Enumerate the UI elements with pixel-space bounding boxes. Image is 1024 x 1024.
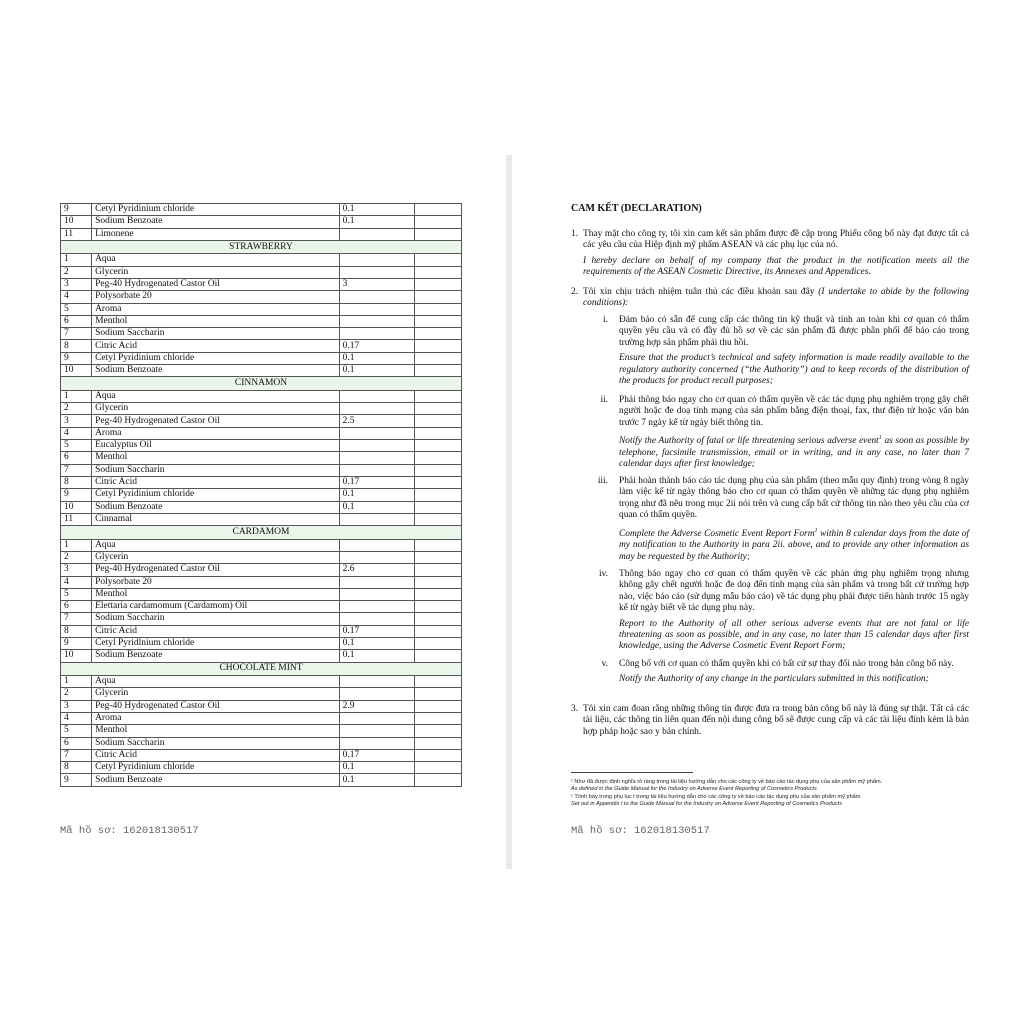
- ingredient-number: 8: [61, 476, 92, 488]
- table-row: [61, 216, 462, 228]
- ingredient-amount: [339, 291, 414, 303]
- ingredient-number: 5: [61, 588, 92, 600]
- empty-cell: [414, 390, 461, 402]
- condition-text-vi: Công bố với cơ quan có thẩm quyền khi có bất cứ sự thay đổi nào trong bản công bố này.: [619, 659, 954, 669]
- ingredient-amount: [339, 725, 414, 737]
- ingredient-number: 6: [61, 737, 92, 749]
- ingredient-name: Citric Acid: [92, 625, 340, 637]
- condition-text-en: Ensure that the product’s technical and safety information is made readily available to the regulatory authority concerned (“the Authority”) and to keep records of the distribution of the products for product recall purposes;: [619, 353, 969, 387]
- declaration-page: [512, 155, 1024, 869]
- condition-iv: [584, 569, 969, 653]
- ingredient-name: Glycerin: [92, 688, 340, 700]
- table-row: [61, 700, 462, 712]
- file-code-right: Mã hồ sơ: 162018130517: [571, 825, 710, 837]
- condition-text-vi: Phải thông báo ngay cho cơ quan có thẩm quyền về các tác dụng phụ nghiêm trọng gây chết người hoặc đe doạ tính mạng của sản phẩm bằng điện thoại, fax, thư điện tử hoặc văn bản trước 7 ngày kể từ ngày biết thông tin.: [619, 395, 969, 428]
- ingredient-amount: [339, 737, 414, 749]
- ingredient-number: 2: [61, 551, 92, 563]
- ingredient-name: Menthol: [92, 588, 340, 600]
- table-row: [61, 440, 462, 452]
- file-code-left: Mã hồ sơ: 162018130517: [60, 825, 199, 837]
- item-text-vi: Tôi xin cam đoan rằng những thông tin được đưa ra trong bản công bố này là đúng sự thật. Tất cả các tài liệu, các thông tin liên quan đến nội dung công bố sẽ được cung cấp và các tài liệu đính kèm là bản hợp pháp hoặc sao y bản chính.: [583, 704, 969, 737]
- ingredient-name: Sodium Saccharin: [92, 328, 340, 340]
- table-row: [61, 712, 462, 724]
- ingredient-number: 4: [61, 576, 92, 588]
- ingredient-name: Eucalyptus Oil: [92, 440, 340, 452]
- table-row: [61, 328, 462, 340]
- empty-cell: [414, 489, 461, 501]
- item-text-en: I hereby declare on behalf of my company that the product in the notification meets all the requirements of the ASEAN Cosmetic Directive, its Annexes and Appendices.: [583, 255, 969, 278]
- ingredient-amount: 0.1: [339, 774, 414, 786]
- footnote-2-vi: ¹ Trình bày trong phụ lục I trong tài liệu hướng dẫn cho các công ty về báo cáo tác dụng phụ của sản phẩm mỹ phẩm.: [571, 794, 863, 800]
- flavor-group-header: [61, 240, 462, 254]
- ingredient-amount: [339, 390, 414, 402]
- ingredient-amount: [339, 539, 414, 551]
- ingredient-name: Peg-40 Hydrogenated Castor Oil: [92, 700, 340, 712]
- ingredient-number: 11: [61, 513, 92, 525]
- ingredient-name: Cetyl Pyridinium chloride: [92, 489, 340, 501]
- flavor-group-header: [61, 377, 462, 391]
- table-row: [61, 650, 462, 662]
- empty-cell: [414, 254, 461, 266]
- table-row: [61, 303, 462, 315]
- empty-cell: [414, 427, 461, 439]
- ingredient-amount: 0.1: [339, 489, 414, 501]
- table-row: [61, 403, 462, 415]
- ingredient-name: Glycerin: [92, 403, 340, 415]
- flavor-title: STRAWBERRY: [61, 240, 462, 254]
- ingredient-name: Sodium Saccharin: [92, 737, 340, 749]
- ingredient-amount: [339, 452, 414, 464]
- table-row: [61, 601, 462, 613]
- item-number: 2.: [571, 287, 579, 297]
- table-row: [61, 315, 462, 327]
- ingredient-number: 7: [61, 328, 92, 340]
- ingredient-name: Aroma: [92, 712, 340, 724]
- table-row: [61, 228, 462, 240]
- ingredient-amount: [339, 254, 414, 266]
- declaration-item-1: [571, 229, 969, 279]
- table-row: [61, 762, 462, 774]
- ingredient-table: [60, 203, 462, 787]
- empty-cell: [414, 725, 461, 737]
- table-row: [61, 564, 462, 576]
- empty-cell: [414, 613, 461, 625]
- ingredient-name: Cetyl Pyridinium chloride: [92, 352, 340, 364]
- ingredient-name: Menthol: [92, 452, 340, 464]
- condition-v: [584, 659, 969, 686]
- ingredient-number: 5: [61, 440, 92, 452]
- ingredient-number: 1: [61, 254, 92, 266]
- ingredient-name: Citric Acid: [92, 340, 340, 352]
- condition-text-en: Notify the Authority of any change in the particulars submitted in this notification;: [619, 674, 929, 685]
- ingredient-amount: 3: [339, 278, 414, 290]
- empty-cell: [414, 749, 461, 761]
- ingredient-name: Menthol: [92, 725, 340, 737]
- ingredient-number: 9: [61, 352, 92, 364]
- table-row: [61, 278, 462, 290]
- empty-cell: [414, 601, 461, 613]
- table-row: [61, 613, 462, 625]
- ingredient-name: Polysorbate 20: [92, 576, 340, 588]
- empty-cell: [414, 564, 461, 576]
- empty-cell: [414, 650, 461, 662]
- ingredient-name: Peg-40 Hydrogenated Castor Oil: [92, 415, 340, 427]
- table-row: [61, 638, 462, 650]
- table-row: [61, 676, 462, 688]
- ingredient-number: 2: [61, 266, 92, 278]
- ingredient-number: 10: [61, 216, 92, 228]
- ingredient-name: Sodium Benzoate: [92, 650, 340, 662]
- table-row: [61, 576, 462, 588]
- table-row: [61, 725, 462, 737]
- ingredient-amount: [339, 551, 414, 563]
- ingredient-amount: 0.1: [339, 650, 414, 662]
- empty-cell: [414, 228, 461, 240]
- table-row: [61, 688, 462, 700]
- ingredient-amount: 2.6: [339, 564, 414, 576]
- table-row: [61, 476, 462, 488]
- ingredient-amount: 0.17: [339, 340, 414, 352]
- condition-text-en: Notify the Authority of fatal or life threatening serious adverse event$^1$ as soon as possible by telephone, facsimile transmission, email or in writing, and in any case, no later than 7 calendar days after first knowledge;: [619, 435, 970, 470]
- ingredient-amount: [339, 440, 414, 452]
- item-text-vi: Thay mặt cho công ty, tôi xin cam kết sản phẩm được đề cập trong Phiếu công bố này đạt được tất cả các yêu cầu của Hiệp định mỹ phẩm ASEAN và các phụ lục của nó.: [583, 229, 969, 251]
- table-row: [61, 266, 462, 278]
- ingredient-amount: [339, 688, 414, 700]
- ingredient-name: Elettaria cardamomum (Cardamom) Oil: [92, 601, 340, 613]
- footnote-1-en: As defined in the Guide Manual for the Industry on Adverse Event Reporting of Cosmetics Products: [571, 786, 817, 792]
- ingredient-name: Citric Acid: [92, 749, 340, 761]
- table-row: [61, 340, 462, 352]
- table-row: [61, 254, 462, 266]
- ingredient-number: 7: [61, 749, 92, 761]
- ingredient-number: 9: [61, 489, 92, 501]
- ingredient-name: Sodium Benzoate: [92, 501, 340, 513]
- empty-cell: [414, 551, 461, 563]
- ingredient-name: Cetyl Pyridinium chloride: [92, 204, 340, 216]
- ingredient-amount: [339, 464, 414, 476]
- ingredient-amount: 0.17: [339, 749, 414, 761]
- ingredient-amount: 0.17: [339, 625, 414, 637]
- flavor-title: CINNAMON: [61, 377, 462, 391]
- table-row: [61, 365, 462, 377]
- empty-cell: [414, 576, 461, 588]
- ingredient-number: 2: [61, 688, 92, 700]
- declaration-item-3: [571, 704, 969, 738]
- empty-cell: [414, 539, 461, 551]
- ingredient-number: 1: [61, 676, 92, 688]
- empty-cell: [414, 688, 461, 700]
- empty-cell: [414, 464, 461, 476]
- ingredient-amount: 0.1: [339, 501, 414, 513]
- empty-cell: [414, 774, 461, 786]
- empty-cell: [414, 476, 461, 488]
- declaration-item-2: [571, 287, 969, 310]
- ingredient-amount: 0.17: [339, 476, 414, 488]
- table-row: [61, 204, 462, 216]
- empty-cell: [414, 625, 461, 637]
- condition-i: [584, 315, 969, 387]
- ingredient-name: Cetyl Pyridinium chloride: [92, 762, 340, 774]
- ingredient-name: Sodium Benzoate: [92, 365, 340, 377]
- ingredient-amount: 0.1: [339, 365, 414, 377]
- table-row: [61, 291, 462, 303]
- ingredient-number: 4: [61, 291, 92, 303]
- ingredient-amount: [339, 712, 414, 724]
- table-row: [61, 625, 462, 637]
- ingredient-table-page: [0, 155, 506, 869]
- empty-cell: [414, 700, 461, 712]
- ingredient-name: Sodium Benzoate: [92, 216, 340, 228]
- condition-text-en: Complete the Adverse Cosmetic Event Report Form$^1$ within 8 calendar days from the date of my notification to the Authority in para 2ii. above, and to provide any other information as may be requested by the Authority;: [619, 527, 969, 562]
- empty-cell: [414, 638, 461, 650]
- ingredient-name: Cetyl Pyridlnium chloride: [92, 638, 340, 650]
- ingredient-amount: 0.1: [339, 204, 414, 216]
- item-number: 1.: [571, 229, 579, 239]
- table-row: [61, 588, 462, 600]
- empty-cell: [414, 352, 461, 364]
- ingredient-number: 4: [61, 712, 92, 724]
- flavor-group-header: [61, 662, 462, 676]
- condition-text-en: Report to the Authority of all other serious adverse events that are not fatal or life threatening as soon as possible, and in any case, no later than 15 calendar days after first knowledge, using the Adverse Cosmetic Event Report Form;: [619, 618, 969, 652]
- flavor-title: CHOCOLATE MINT: [61, 662, 462, 676]
- empty-cell: [414, 303, 461, 315]
- ingredient-number: 9: [61, 638, 92, 650]
- ingredient-name: Aqua: [92, 676, 340, 688]
- ingredient-amount: [339, 588, 414, 600]
- table-row: [61, 427, 462, 439]
- empty-cell: [414, 762, 461, 774]
- ingredient-name: Sodium Saccharin: [92, 613, 340, 625]
- ingredient-name: Aroma: [92, 427, 340, 439]
- table-row: [61, 464, 462, 476]
- empty-cell: [414, 365, 461, 377]
- ingredient-name: Peg-40 Hydrogenated Castor Oil: [92, 564, 340, 576]
- flavor-group-header: [61, 526, 462, 540]
- ingredient-name: Sodium Benzoate: [92, 774, 340, 786]
- condition-number: iii.: [597, 476, 608, 486]
- ingredient-name: Glycerin: [92, 266, 340, 278]
- table-row: [61, 489, 462, 501]
- condition-number: v.: [601, 659, 608, 669]
- table-row: [61, 551, 462, 563]
- empty-cell: [414, 415, 461, 427]
- ingredient-name: Cinnamal: [92, 513, 340, 525]
- condition-ii: [584, 395, 969, 471]
- ingredient-number: 4: [61, 427, 92, 439]
- empty-cell: [414, 291, 461, 303]
- empty-cell: [414, 266, 461, 278]
- ingredient-amount: [339, 576, 414, 588]
- ingredient-number: 11: [61, 228, 92, 240]
- condition-iii: [584, 476, 969, 563]
- item-text-en: (I undertake to abide by the following conditions):: [583, 287, 969, 309]
- ingredient-amount: 0.1: [339, 352, 414, 364]
- empty-cell: [414, 737, 461, 749]
- condition-number: i.: [603, 315, 608, 325]
- empty-cell: [414, 403, 461, 415]
- ingredient-number: 6: [61, 601, 92, 613]
- ingredient-number: 9: [61, 204, 92, 216]
- table-row: [61, 415, 462, 427]
- ingredient-number: 10: [61, 650, 92, 662]
- condition-text-vi: Đảm bảo có sẵn để cung cấp các thông tin kỹ thuật và tính an toàn khi cơ quan có thẩm quyền yêu cầu và có đầy đủ hồ sơ về các sản phẩm đã được phân phối để báo cáo trong trường hợp sản phẩm phải thu hồi.: [619, 315, 969, 348]
- footnote-divider: [571, 772, 693, 773]
- ingredient-amount: [339, 613, 414, 625]
- empty-cell: [414, 216, 461, 228]
- ingredient-number: 8: [61, 340, 92, 352]
- ingredient-number: 5: [61, 303, 92, 315]
- ingredient-number: 1: [61, 390, 92, 402]
- ingredient-name: Glycerin: [92, 551, 340, 563]
- ingredient-name: Peg-40 Hydrogenated Castor Oil: [92, 278, 340, 290]
- ingredient-amount: [339, 403, 414, 415]
- table-row: [61, 501, 462, 513]
- empty-cell: [414, 328, 461, 340]
- empty-cell: [414, 204, 461, 216]
- ingredient-name: Limonene: [92, 228, 340, 240]
- ingredient-name: Menthol: [92, 315, 340, 327]
- ingredient-name: Aqua: [92, 390, 340, 402]
- condition-number: iv.: [598, 569, 608, 579]
- condition-number: ii.: [600, 395, 608, 405]
- empty-cell: [414, 712, 461, 724]
- ingredient-amount: 0.1: [339, 762, 414, 774]
- empty-cell: [414, 588, 461, 600]
- table-row: [61, 749, 462, 761]
- table-row: [61, 452, 462, 464]
- empty-cell: [414, 315, 461, 327]
- item-number: 3.: [571, 704, 579, 714]
- page-gutter: [505, 155, 512, 869]
- ingredient-number: 9: [61, 774, 92, 786]
- ingredient-name: Polysorbate 20: [92, 291, 340, 303]
- table-row: [61, 352, 462, 364]
- empty-cell: [414, 513, 461, 525]
- item-text-vi: Tôi xin chịu trách nhiệm tuân thủ các điều khoản sau đây: [583, 287, 815, 297]
- ingredient-number: 10: [61, 501, 92, 513]
- flavor-title: CARDAMOM: [61, 526, 462, 540]
- table-row: [61, 737, 462, 749]
- ingredient-name: Citric Acid: [92, 476, 340, 488]
- ingredient-number: 3: [61, 564, 92, 576]
- condition-text-vi: Thông báo ngay cho cơ quan có thẩm quyền về các phản ứng phụ nghiêm trọng nhưng không gây chết người hoặc đe doạ đến tính mạng của sản phẩm và trong bất cứ trường hợp nào, việc báo cáo (sử dụng mẫu báo cáo) về tác dụng phụ phải được tiến hành trước 15 ngày kể từ ngày biết về tác dụng phụ này.: [619, 569, 969, 614]
- footnote-1-vi: ¹ Như đã được định nghĩa rõ ràng trong tài liệu hướng dẫn cho các công ty về báo cáo tác dụng phụ của sản phẩm mỹ phẩm.: [571, 779, 883, 785]
- ingredient-amount: [339, 315, 414, 327]
- ingredient-number: 3: [61, 278, 92, 290]
- ingredient-amount: 2.9: [339, 700, 414, 712]
- empty-cell: [414, 440, 461, 452]
- ingredient-number: 3: [61, 700, 92, 712]
- ingredient-number: 8: [61, 762, 92, 774]
- ingredient-amount: [339, 328, 414, 340]
- ingredient-name: Aqua: [92, 254, 340, 266]
- ingredient-name: Sodium Saccharin: [92, 464, 340, 476]
- empty-cell: [414, 340, 461, 352]
- ingredient-amount: [339, 601, 414, 613]
- ingredient-amount: [339, 427, 414, 439]
- ingredient-amount: [339, 228, 414, 240]
- ingredient-amount: [339, 676, 414, 688]
- ingredient-name: Aroma: [92, 303, 340, 315]
- declaration-title: CAM KẾT (DECLARATION): [571, 203, 702, 214]
- empty-cell: [414, 676, 461, 688]
- empty-cell: [414, 452, 461, 464]
- table-row: [61, 539, 462, 551]
- ingredient-number: 1: [61, 539, 92, 551]
- ingredient-name: Aqua: [92, 539, 340, 551]
- ingredient-amount: 0.1: [339, 216, 414, 228]
- ingredient-amount: [339, 266, 414, 278]
- table-row: [61, 390, 462, 402]
- ingredient-amount: [339, 513, 414, 525]
- ingredient-number: 2: [61, 403, 92, 415]
- empty-cell: [414, 278, 461, 290]
- ingredient-amount: 2.5: [339, 415, 414, 427]
- ingredient-number: 6: [61, 315, 92, 327]
- table-row: [61, 513, 462, 525]
- empty-cell: [414, 501, 461, 513]
- ingredient-number: 10: [61, 365, 92, 377]
- table-row: [61, 774, 462, 786]
- condition-text-vi: Phải hoàn thành báo cáo tác dụng phụ của sản phẩm (theo mẫu quy định) trong vòng 8 ngày làm việc kể từ ngày thông báo cho cơ quan có thẩm quyền về những tác dụng phụ nghiêm trọng như đã nêu trong mục 2ii nói trên và cung cấp bất cứ thông tin nào theo yêu cầu của cơ quan có thẩm quyền.: [619, 476, 969, 521]
- ingredient-amount: [339, 303, 414, 315]
- ingredient-number: 8: [61, 625, 92, 637]
- ingredient-number: 6: [61, 452, 92, 464]
- ingredient-number: 3: [61, 415, 92, 427]
- ingredient-number: 5: [61, 725, 92, 737]
- ingredient-amount: 0.1: [339, 638, 414, 650]
- footnote-2-en: Set out in Appendix I to the Guide Manual for the Industry on Adverse Event Reporting of Cosmetics Products: [571, 801, 843, 807]
- ingredient-number: 7: [61, 613, 92, 625]
- ingredient-number: 7: [61, 464, 92, 476]
